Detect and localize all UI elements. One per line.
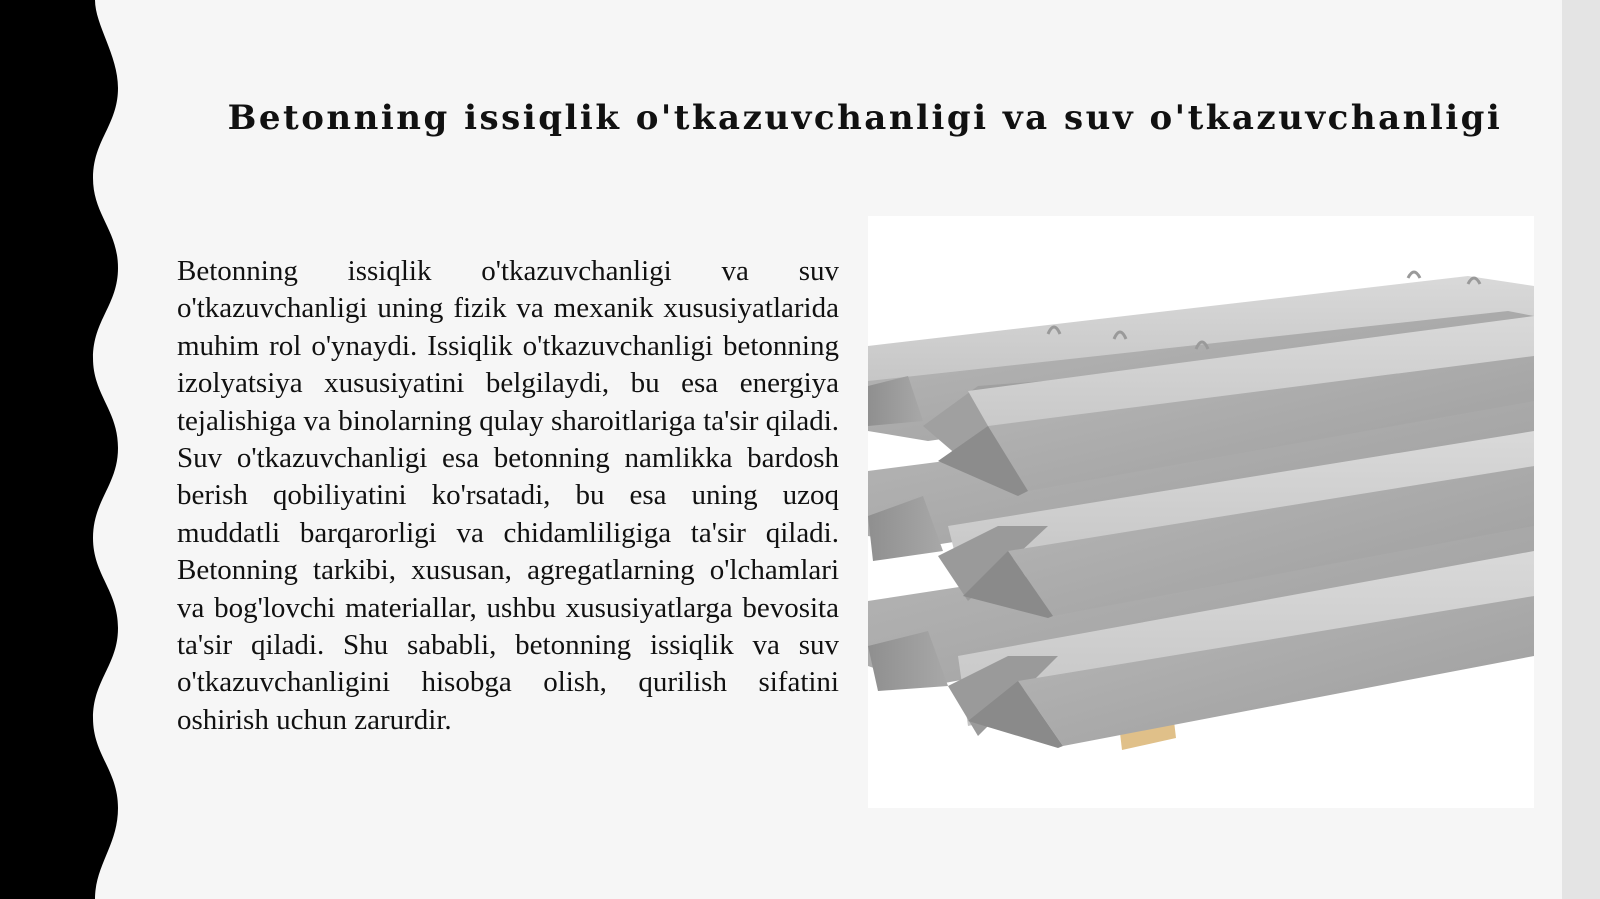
concrete-piles-illustration — [868, 216, 1534, 808]
slide-title: Betonning issiqlik o'tkazuvchanligi va suv o'tkazuvchanligi — [227, 98, 1503, 138]
wavy-black-border — [0, 0, 130, 899]
concrete-piles-image — [868, 216, 1534, 808]
right-edge-strip — [1562, 0, 1600, 899]
slide-body-text: Betonning issiqlik o'tkazuvchanligi va suv o'tkazuvchanligi uning fizik va mexanik xususiyatlarida muhim rol o'ynaydi. Issiqlik o'tkazuvchanligi betonning izolyatsiya xususiyatini belgilaydi, bu esa energiya tejalishiga va binolarning qulay sharoitlariga ta'sir qiladi. Suv o'tkazuvchanligi esa betonning namlikka bardosh berish qobiliyatini ko'rsatadi, bu esa uning uzoq muddatli barqarorligi va chidamliligiga ta'sir qiladi. Betonning tarkibi, xususan, agregatlarning o'lchamlari va bog'lovchi materiallar, ushbu xususiyatlarga bevosita ta'sir qiladi. Shu sababli, betonning issiqlik va suv o'tkazuvchanligini hisobga olish, qurilish sifatini oshirish uchun zarurdir. — [177, 255, 839, 736]
